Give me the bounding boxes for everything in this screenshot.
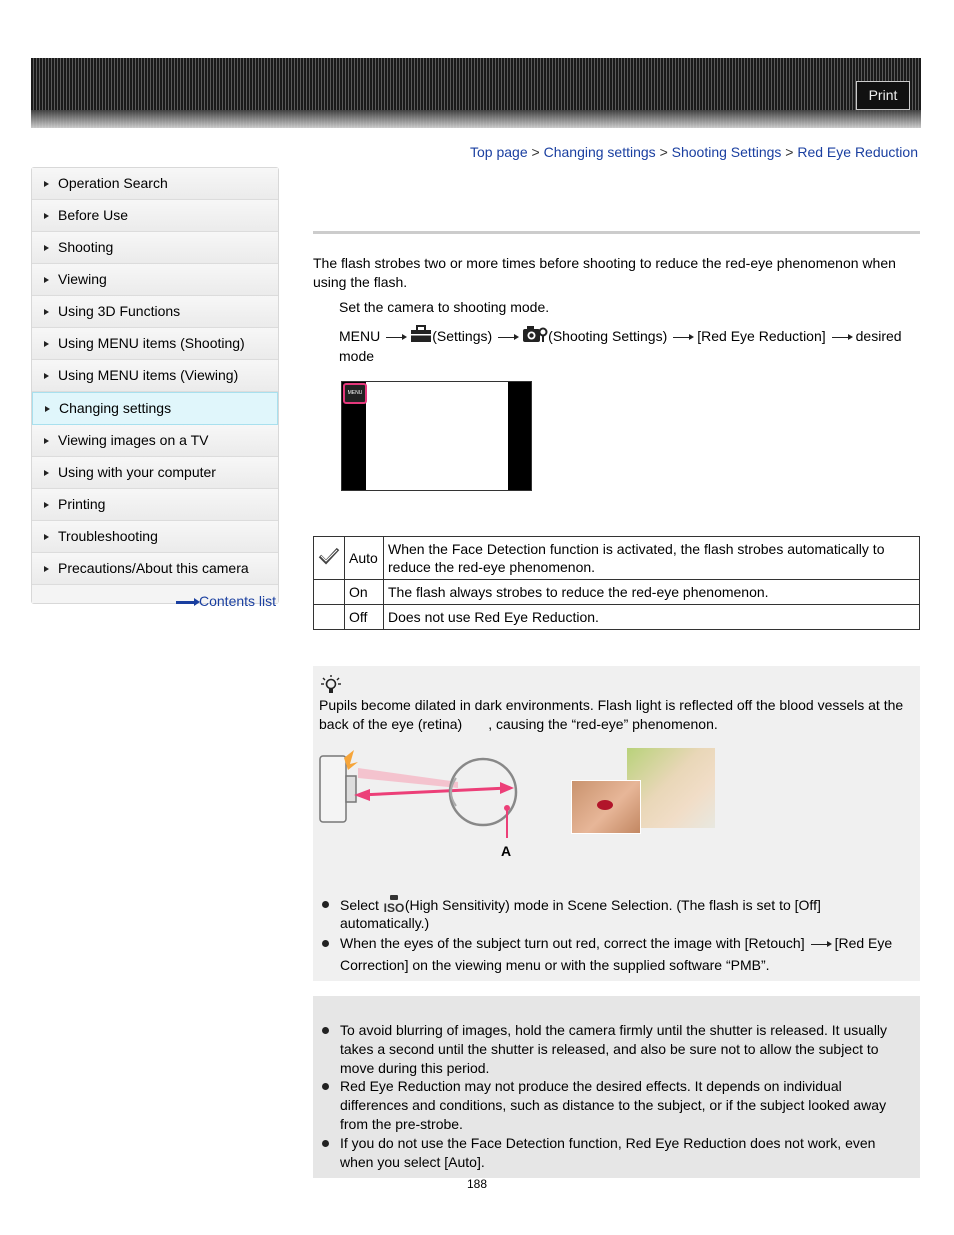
title-divider bbox=[313, 231, 920, 234]
note-line: To avoid blurring of images, hold the camera firmly until the shutter is released. It usually bbox=[340, 1022, 888, 1038]
hint-bullet-2-cont: Correction] on the viewing menu or with the supplied software “PMB”. bbox=[340, 957, 770, 973]
step-1: Set the camera to shooting mode. bbox=[339, 299, 550, 315]
menu-button-icon: MENU bbox=[343, 383, 367, 404]
breadcrumb-shooting-settings[interactable]: Shooting Settings bbox=[671, 144, 782, 160]
table-row bbox=[314, 537, 920, 580]
note-line: move during this period. bbox=[340, 1060, 490, 1076]
hint-bullet-1-text: Select bbox=[340, 897, 379, 913]
hint-text-2a: back of the eye (retina) bbox=[319, 716, 463, 732]
header-banner bbox=[31, 58, 921, 128]
empty-cell bbox=[314, 605, 345, 630]
red-eye-diagram bbox=[318, 748, 533, 860]
modes-table bbox=[313, 536, 920, 630]
note-line: when you select [Auto]. bbox=[340, 1154, 485, 1170]
sidebar-item-changing-settings[interactable]: Changing settings bbox=[32, 392, 278, 425]
sidebar-item-viewing[interactable]: Viewing bbox=[32, 264, 278, 296]
hint-text-2b: , causing the “red-eye” phenomenon. bbox=[488, 716, 718, 732]
table-row bbox=[314, 605, 920, 630]
arrow-icon bbox=[832, 337, 850, 338]
note-3 bbox=[319, 1134, 875, 1172]
intro-text-2: using the flash. bbox=[313, 274, 408, 290]
screen-right-bar bbox=[508, 382, 531, 490]
shooting-settings-label: (Shooting Settings) bbox=[548, 328, 668, 344]
sidebar-item-computer[interactable]: Using with your computer bbox=[32, 457, 278, 489]
mode-desc: The flash always strobes to reduce the red-eye phenomenon. bbox=[384, 580, 920, 605]
hint-bullet-1 bbox=[319, 895, 821, 915]
note-line: If you do not use the Face Detection function, Red Eye Reduction does not work, even bbox=[340, 1135, 876, 1151]
settings-label: (Settings) bbox=[432, 328, 493, 344]
arrow-right-icon bbox=[176, 601, 196, 604]
mode-desc bbox=[384, 537, 920, 580]
mode-name: On bbox=[345, 580, 384, 605]
intro-text-1: The flash strobes two or more times before shooting to reduce the red-eye phenomenon when bbox=[313, 255, 896, 271]
hint-bullet-1-cont: automatically.) bbox=[340, 915, 430, 931]
selected-check-cell bbox=[314, 537, 345, 580]
hint-text-1: Pupils become dilated in dark environments. Flash light is reflected off the blood vessels at the bbox=[319, 697, 904, 713]
contents-list-label: Contents list bbox=[199, 593, 277, 609]
page-number: 188 bbox=[467, 1177, 488, 1191]
sidebar-nav bbox=[31, 167, 279, 604]
breadcrumb-top-page[interactable]: Top page bbox=[470, 144, 528, 160]
sidebar-item-tv[interactable]: Viewing images on a TV bbox=[32, 425, 278, 457]
mode-desc: Does not use Red Eye Reduction. bbox=[384, 605, 920, 630]
mode-desc-line: reduce the red-eye phenomenon. bbox=[388, 559, 596, 575]
sidebar-item-precautions[interactable]: Precautions/About this camera bbox=[32, 553, 278, 585]
arrow-icon bbox=[386, 337, 404, 338]
note-2 bbox=[319, 1077, 886, 1134]
check-icon bbox=[318, 546, 340, 566]
breadcrumb bbox=[470, 144, 918, 160]
note-line: from the pre-strobe. bbox=[340, 1116, 463, 1132]
breadcrumb-red-eye-reduction[interactable]: Red Eye Reduction bbox=[797, 144, 918, 160]
svg-text:ISO: ISO bbox=[383, 901, 405, 913]
arrow-icon bbox=[673, 337, 691, 338]
table-row bbox=[314, 580, 920, 605]
hint-bullet-2 bbox=[319, 934, 892, 953]
red-eye-mark bbox=[597, 800, 613, 810]
sidebar-item-printing[interactable]: Printing bbox=[32, 489, 278, 521]
hint-bullet-2-text: [Red Eye bbox=[834, 935, 893, 951]
note-line: Red Eye Reduction may not produce the desired effects. It depends on individual bbox=[340, 1078, 842, 1094]
step-2 bbox=[339, 325, 902, 346]
red-eye-photo bbox=[571, 748, 715, 832]
sidebar-item-menu-viewing[interactable]: Using MENU items (Viewing) bbox=[32, 360, 278, 392]
note-1 bbox=[319, 1021, 887, 1078]
note-line: takes a second until the shutter is released, and also be sure not to allow the subject to bbox=[340, 1041, 879, 1057]
mode-name: Off bbox=[345, 605, 384, 630]
contents-list-link[interactable] bbox=[176, 593, 276, 609]
sidebar-item-troubleshooting[interactable]: Troubleshooting bbox=[32, 521, 278, 553]
breadcrumb-changing-settings[interactable]: Changing settings bbox=[543, 144, 656, 160]
note-line: differences and conditions, such as distance to the subject, or if the subject looked away bbox=[340, 1097, 887, 1113]
camera-settings-icon bbox=[522, 325, 548, 343]
settings-toolbox-icon bbox=[410, 325, 432, 343]
high-sensitivity-iso-icon bbox=[383, 895, 405, 913]
mode-name: Auto bbox=[345, 537, 384, 580]
red-eye-label: [Red Eye Reduction] bbox=[697, 328, 826, 344]
hint-text-2 bbox=[319, 715, 718, 734]
menu-label: MENU bbox=[339, 328, 381, 344]
hint-bullet-2-text: When the eyes of the subject turn out red, correct the image with [Retouch] bbox=[340, 935, 805, 951]
breadcrumb-separator: > bbox=[785, 144, 794, 160]
sidebar-item-shooting[interactable]: Shooting bbox=[32, 232, 278, 264]
step-2-cont: mode bbox=[339, 348, 375, 364]
arrow-icon bbox=[811, 944, 829, 945]
breadcrumb-separator: > bbox=[659, 144, 668, 160]
arrow-icon bbox=[498, 337, 516, 338]
desired-label: desired bbox=[855, 328, 902, 344]
label-a: A bbox=[500, 843, 512, 859]
empty-cell bbox=[314, 580, 345, 605]
sidebar-item-operation-search[interactable]: Operation Search bbox=[32, 168, 278, 200]
camera-screen-illustration bbox=[341, 381, 532, 491]
sidebar-item-3d-functions[interactable]: Using 3D Functions bbox=[32, 296, 278, 328]
sidebar-item-before-use[interactable]: Before Use bbox=[32, 200, 278, 232]
print-button[interactable]: Print bbox=[856, 81, 910, 110]
sidebar-item-menu-shooting[interactable]: Using MENU items (Shooting) bbox=[32, 328, 278, 360]
lightbulb-hint-icon bbox=[320, 674, 342, 696]
mode-desc-line: When the Face Detection function is activated, the flash strobes automatically to bbox=[388, 541, 885, 557]
hint-bullet-1-text: (High Sensitivity) mode in Scene Selection. (The flash is set to [Off] bbox=[404, 897, 821, 913]
breadcrumb-separator: > bbox=[531, 144, 540, 160]
